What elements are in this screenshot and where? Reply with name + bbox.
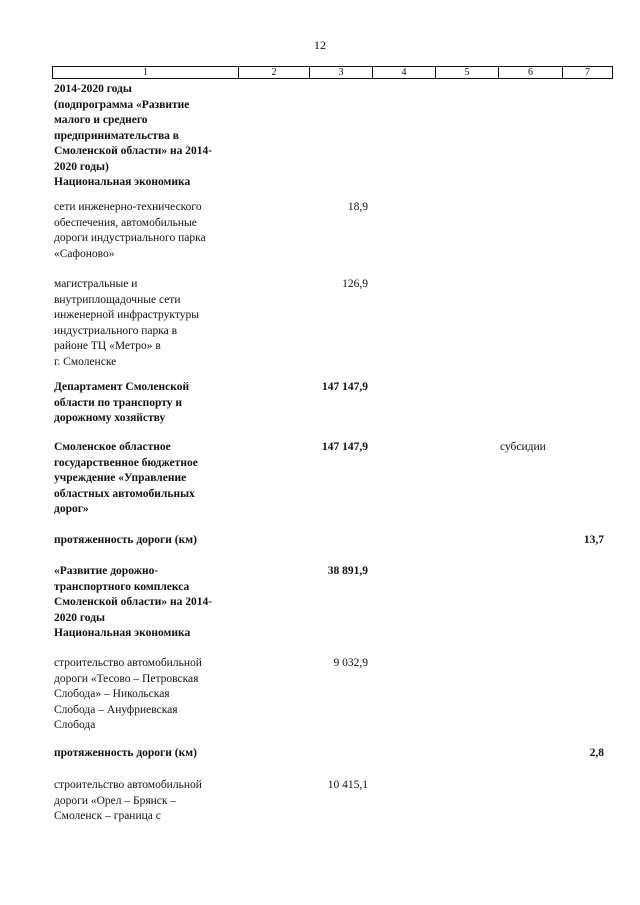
row-label-line: государственное бюджетное	[54, 456, 198, 469]
row-label-line: 2020 годы)	[54, 160, 109, 173]
row-label	[54, 533, 244, 549]
row-label	[54, 277, 244, 370]
amount-value: 9 032,9	[333, 657, 368, 669]
row-label-line: области по транспорту и	[54, 396, 182, 409]
row-label-line: Смоленской области» на 2014-	[54, 145, 213, 157]
row-label-line: индустриального парка в	[54, 324, 178, 337]
column-header-row	[53, 67, 613, 79]
row-label	[54, 656, 244, 734]
row-label	[54, 778, 244, 825]
column-header-table	[52, 66, 613, 79]
column-header-2: 2	[239, 67, 310, 79]
row-label-line: дорог»	[54, 503, 89, 515]
row-label-line: магистральные и	[54, 278, 138, 290]
amount-value: 126,9	[342, 278, 368, 290]
row-label	[54, 564, 244, 642]
row-label-line: 2020 годы	[54, 611, 106, 624]
row-label-line: Департамент Смоленской	[54, 381, 190, 393]
row-label-line: дороги индустриального парка	[54, 232, 206, 244]
amount-value: 147 147,9	[322, 441, 368, 453]
row-label-line: инженерной инфраструктуры	[54, 309, 199, 321]
row-label-line: сети инженерно-технического	[54, 201, 202, 213]
row-label-line: районе ТЦ «Метро» в	[54, 340, 161, 352]
row-label-line: учреждение «Управление	[54, 472, 187, 484]
row-label-line: Национальная экономика	[54, 627, 191, 639]
amount-value: 10 415,1	[327, 779, 368, 791]
row-label-line: протяженность дороги (км)	[54, 747, 197, 759]
row-label-line: областных автомобильных	[54, 487, 195, 500]
row-label	[54, 380, 244, 427]
row-label-line: г. Смоленске	[54, 355, 117, 368]
column-header-7: 7	[563, 67, 613, 79]
row-label-line: дорожному хозяйству	[54, 412, 166, 424]
row-label-line: предпринимательства в	[54, 129, 179, 142]
column-header-6: 6	[499, 67, 563, 79]
amount-value: 18,9	[347, 201, 368, 213]
row-label-line: «Развитие дорожно-	[54, 565, 159, 577]
row-label-line: Смоленское областное	[54, 441, 171, 453]
amount-value: 147 147,9	[322, 381, 368, 393]
row-label-line: строительство автомобильной	[54, 657, 202, 669]
row-label-line: Слобода – Ануфриевская	[54, 703, 178, 716]
column-header-5: 5	[436, 67, 499, 79]
row-label-line: «Сафоново»	[54, 247, 115, 260]
row-label-line: малого и среднего	[54, 114, 148, 126]
row-label-line: Национальная экономика	[54, 176, 191, 188]
row-label	[54, 746, 244, 762]
indicator-value: 2,8	[589, 747, 604, 759]
page-number: 12	[314, 38, 326, 52]
row-label	[54, 200, 244, 262]
column-header-3: 3	[310, 67, 373, 79]
funding-type-value: субсидии	[500, 441, 546, 453]
row-label-line: транспортного комплекса	[54, 580, 190, 593]
row-label	[54, 440, 244, 518]
row-label-line: строительство автомобильной	[54, 779, 202, 791]
row-label-line: дороги «Тесово – Петровская	[54, 672, 199, 685]
row-label-line: обеспечения, автомобильные	[54, 216, 197, 229]
row-label-line: Слобода	[54, 719, 96, 731]
row-label-line: Смоленской области» на 2014-	[54, 596, 213, 608]
row-label-line: протяженность дороги (км)	[54, 534, 197, 546]
row-label	[54, 82, 244, 191]
row-label-line: Смоленск – граница с	[54, 810, 161, 822]
indicator-value: 13,7	[583, 534, 604, 546]
row-label-line: 2014-2020 годы	[54, 83, 132, 95]
row-label-line: внутриплощадочные сети	[54, 293, 181, 306]
column-header-4: 4	[373, 67, 436, 79]
column-header-1: 1	[53, 67, 239, 79]
row-label-line: Слобода» – Никольская	[54, 688, 170, 700]
row-label-line: дороги «Орел – Брянск –	[54, 794, 177, 807]
amount-value: 38 891,9	[327, 565, 368, 577]
row-label-line: (подпрограмма «Развитие	[54, 98, 190, 111]
